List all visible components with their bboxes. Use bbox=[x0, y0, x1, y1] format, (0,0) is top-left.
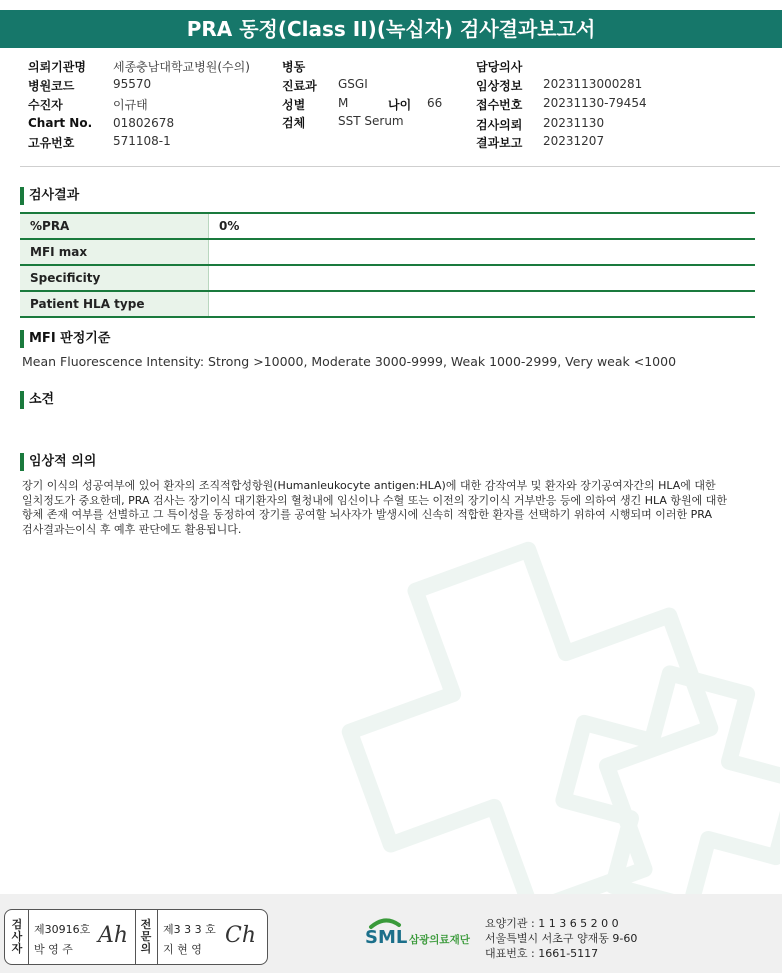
specimen-value: SST Serum bbox=[338, 114, 404, 128]
patient-label: 수진자 bbox=[28, 98, 63, 112]
result-label: Patient HLA type bbox=[20, 291, 209, 317]
clinical-significance-text bbox=[22, 479, 747, 537]
ward-label: 병동 bbox=[282, 60, 306, 74]
table-row bbox=[20, 213, 755, 239]
contact-info bbox=[485, 916, 637, 961]
receipt-no-label: 접수번호 bbox=[476, 98, 523, 112]
hospital-code-value: 95570 bbox=[113, 77, 152, 91]
request-date-value: 20231130 bbox=[543, 116, 605, 130]
dept-value: GSGI bbox=[338, 77, 368, 91]
clinical-line: 검사결과는이식 후 예후 판단에도 활용됩니다. bbox=[22, 522, 242, 536]
clinical-info-value: 2023113000281 bbox=[543, 77, 643, 91]
clinical-line: 일치정도가 중요한데, PRA 검사는 장기이식 대기환자의 혈청내에 임신이나 수혈 또는 이전의 장기이식 거부반응 등에 의하여 생긴 HLA 항원에 대한 bbox=[22, 493, 728, 507]
sex-value: M bbox=[338, 96, 349, 110]
clinical-line: 장기 이식의 성공여부에 있어 환자의 조직적합성항원(Humanleukocyte antigen:HLA)에 대한 감작여부 및 환자와 장기공여자간의 HLA에 대한 bbox=[22, 479, 716, 492]
institution-label: 의뢰기관명 bbox=[28, 60, 86, 74]
table-row bbox=[20, 265, 755, 291]
age-label: 나이 bbox=[388, 98, 412, 112]
mfi-criteria-text: Mean Fluorescence Intensity: Strong >10000, Moderate 3000-9999, Weak 1000-2999, Very weak <1000 bbox=[22, 354, 677, 369]
inspector-license: 제30916호 bbox=[34, 923, 91, 936]
unique-no-label: 고유번호 bbox=[28, 136, 75, 150]
result-value: 0% bbox=[209, 213, 756, 239]
sml-logo bbox=[365, 915, 485, 959]
report-date-value: 20231207 bbox=[543, 134, 605, 148]
doctor-label: 담당의사 bbox=[476, 60, 523, 74]
specimen-label: 검체 bbox=[282, 116, 306, 130]
patient-info-block bbox=[0, 54, 782, 154]
patient-value: 이규태 bbox=[113, 98, 148, 112]
divider bbox=[157, 910, 158, 964]
result-label: MFI max bbox=[20, 239, 209, 265]
clinical-line: 항체 존재 여부를 선별하고 그 특이성을 동정하여 장기를 공여할 뇌사자가 발생시에 신속히 적합한 환자를 선택하기 위하여 시행되며 이러한 PRA bbox=[22, 508, 712, 521]
dept-label: 진료과 bbox=[282, 79, 317, 93]
table-row bbox=[20, 239, 755, 265]
inspector-signature: Ah bbox=[98, 923, 129, 948]
result-table bbox=[20, 212, 755, 318]
section-clinical-heading: 임상적 의의 bbox=[20, 453, 96, 471]
section-mfi-heading: MFI 판정기준 bbox=[20, 330, 110, 348]
age-value: 66 bbox=[427, 96, 443, 110]
clinical-info-label: 임상정보 bbox=[476, 79, 523, 93]
table-row bbox=[20, 291, 755, 317]
phone: 대표번호 : 1661-5117 bbox=[485, 947, 599, 960]
divider bbox=[135, 910, 136, 964]
specialist-label: 전 문 의 bbox=[140, 918, 152, 955]
request-date-label: 검사의뢰 bbox=[476, 118, 523, 132]
facility-code: 요양기관 : 1 1 3 6 5 2 0 0 bbox=[485, 917, 619, 930]
specialist-signature: Ch bbox=[225, 923, 257, 948]
section-result-heading: 검사결과 bbox=[20, 187, 79, 205]
address: 서울특별시 서초구 양재동 9-60 bbox=[485, 932, 638, 945]
logo-subtitle: 삼광의료재단 bbox=[409, 934, 470, 946]
section-opinion-heading: 소견 bbox=[20, 391, 54, 409]
result-value bbox=[209, 291, 756, 317]
header-divider bbox=[20, 166, 780, 167]
chart-no-label: Chart No. bbox=[28, 116, 93, 130]
unique-no-value: 571108-1 bbox=[113, 134, 171, 148]
result-value bbox=[209, 239, 756, 265]
report-date-label: 결과보고 bbox=[476, 136, 523, 150]
logo-text: SML bbox=[365, 927, 408, 948]
hospital-code-label: 병원코드 bbox=[28, 79, 75, 93]
receipt-no-value: 20231130-79454 bbox=[543, 96, 647, 110]
result-value bbox=[209, 265, 756, 291]
divider bbox=[28, 910, 29, 964]
sex-label: 성별 bbox=[282, 98, 306, 112]
cross-watermark bbox=[320, 520, 780, 920]
report-title: PRA 동정(Class II)(녹십자) 검사결과보고서 bbox=[0, 10, 782, 48]
specialist-license: 제3 3 3 호 bbox=[163, 923, 216, 936]
inspector-label: 검 사 자 bbox=[11, 918, 23, 955]
result-label: %PRA bbox=[20, 213, 209, 239]
inspector-name: 박 영 주 bbox=[34, 943, 73, 956]
chart-no-value: 01802678 bbox=[113, 116, 175, 130]
institution-value: 세종충남대학교병원(수의) bbox=[113, 60, 250, 74]
result-label: Specificity bbox=[20, 265, 209, 291]
signature-box bbox=[4, 909, 268, 965]
specialist-name: 지 현 영 bbox=[163, 943, 202, 956]
